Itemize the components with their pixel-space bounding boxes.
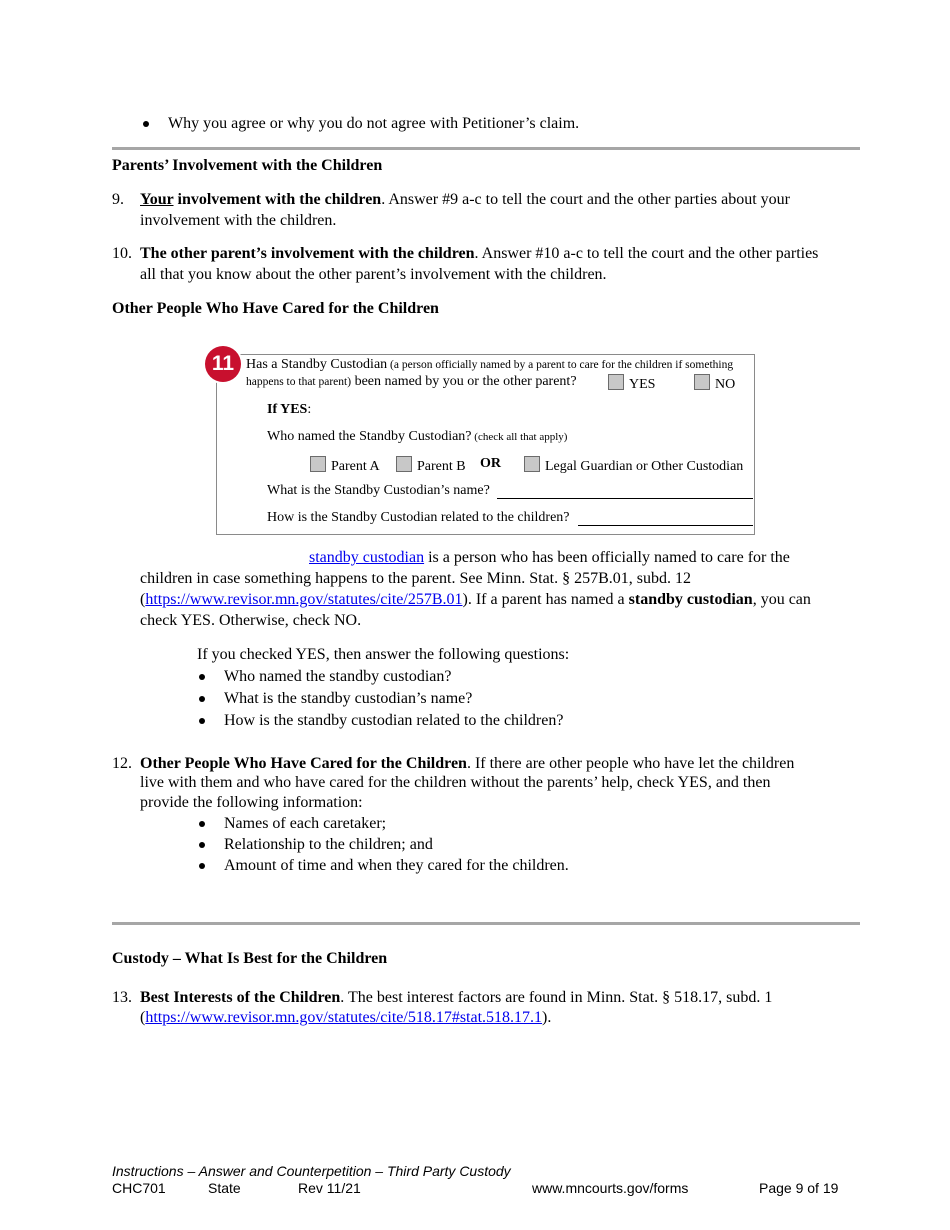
section-heading-parents-involvement: Parents’ Involvement with the Children: [112, 157, 383, 174]
item-9-line2: involvement with the children.: [140, 212, 337, 229]
bullet-marker: [199, 842, 205, 848]
item-9-text: . Answer #9 a-c to tell the court and the other parties about your: [381, 191, 790, 208]
yes-label: YES: [629, 377, 656, 392]
footer-revision: Rev 11/21: [298, 1180, 361, 1196]
item-13-line1: [140, 987, 772, 1008]
who-named-text: Who named the Standby Custodian?: [267, 429, 472, 444]
explain-line3-end: , you can: [752, 591, 811, 608]
bullet-marker: [199, 821, 205, 827]
no-option[interactable]: [694, 374, 735, 393]
form-question-paren2: happens to that parent): [246, 376, 352, 388]
section-divider: [112, 147, 860, 150]
top-bullet-text: Why you agree or why you do not agree with Petitioner’s claim.: [168, 115, 580, 132]
item-12-text: . If there are other people who have let the children: [466, 755, 795, 772]
who-named-note: (check all that apply): [471, 431, 568, 443]
custodian-name-question: What is the Standby Custodian’s name?: [267, 483, 490, 498]
list-item: What is the standby custodian’s name?: [224, 690, 473, 707]
item-10-text: . Answer #10 a-c to tell the court and the other parties: [474, 245, 819, 262]
footer-website: www.mncourts.gov/forms: [532, 1180, 689, 1196]
question-number-badge: 11: [205, 346, 241, 382]
explain-line2: children in case something happens to the parent. See Minn. Stat. § 257B.01, subd. 12: [140, 570, 692, 587]
footer-title: Instructions – Answer and Counterpetition – Third Party Custody: [112, 1163, 511, 1179]
item-12-line3: provide the following information:: [140, 794, 363, 811]
footer-jurisdiction: State: [208, 1180, 241, 1196]
item-9-number: 9.: [112, 191, 124, 208]
no-label: NO: [715, 377, 736, 392]
bullet-marker: [143, 121, 149, 127]
parent-b-option[interactable]: [396, 456, 466, 475]
item-13-number: 13.: [112, 989, 132, 1006]
parent-b-checkbox[interactable]: [396, 456, 412, 472]
item-10-number: 10.: [112, 245, 132, 262]
legal-guardian-option[interactable]: [524, 456, 743, 475]
yes-checkbox[interactable]: [608, 374, 624, 390]
item-9-title: involvement with the children: [173, 191, 382, 208]
statute-257b-link[interactable]: https://www.revisor.mn.gov/statutes/cite/257B.01: [145, 591, 463, 608]
custodian-relation-question: How is the Standby Custodian related to the children?: [267, 510, 570, 525]
explain-line1: [309, 547, 790, 568]
parent-a-option[interactable]: [310, 456, 380, 475]
if-yes-colon: :: [307, 402, 312, 417]
explain-line1-rest: is a person who has been officially named to care for the: [424, 549, 790, 566]
legal-guardian-checkbox[interactable]: [524, 456, 540, 472]
explain-line3-open: (: [140, 591, 146, 608]
item-9-line1: [140, 189, 790, 210]
item-12-line1: [140, 753, 794, 774]
list-item: Names of each caretaker;: [224, 815, 387, 832]
if-checked-yes-text: If you checked YES, then answer the following questions:: [197, 646, 570, 663]
list-item: Who named the standby custodian?: [224, 668, 452, 685]
footer-form-code: CHC701: [112, 1180, 166, 1196]
section-heading-other-people: Other People Who Have Cared for the Children: [112, 300, 439, 317]
item-13-line2: [140, 1007, 551, 1028]
item-13-close: ).: [542, 1009, 552, 1026]
section-divider: [112, 922, 860, 925]
explain-line3-mid: ). If a parent has named a: [462, 591, 629, 608]
bullet-marker: [199, 674, 205, 680]
form-question-paren1: (a person officially named by a parent to care for the children if something: [387, 359, 734, 371]
bullet-marker: [199, 718, 205, 724]
item-12-line2: live with them and who have cared for the children without the parents’ help, check YES, and then: [140, 774, 771, 791]
item-13-text: . The best interest factors are found in Minn. Stat. § 518.17, subd. 1: [340, 989, 773, 1006]
item-13-open: (: [140, 1009, 146, 1026]
custodian-relation-field[interactable]: [578, 525, 753, 526]
section-heading-custody: Custody – What Is Best for the Children: [112, 950, 388, 967]
explain-line3-bold: standby custodian: [628, 591, 753, 608]
or-label: OR: [480, 456, 501, 471]
item-12-title: Other People Who Have Cared for the Children: [140, 755, 467, 772]
legal-guardian-label: Legal Guardian or Other Custodian: [545, 459, 744, 474]
yes-option[interactable]: [608, 374, 655, 393]
statute-518-link[interactable]: https://www.revisor.mn.gov/statutes/cite/518.17#stat.518.17.1: [145, 1009, 543, 1026]
item-12-number: 12.: [112, 755, 132, 772]
form-question-rest: been named by you or the other parent?: [351, 374, 577, 389]
explain-line4: check YES. Otherwise, check NO.: [140, 612, 362, 629]
if-yes-label: [267, 402, 311, 418]
list-item: Relationship to the children; and: [224, 836, 433, 853]
item-10-line1: [140, 243, 818, 264]
if-yes-bold: If YES: [267, 402, 308, 417]
parent-b-label: Parent B: [417, 459, 466, 474]
list-item: How is the standby custodian related to the children?: [224, 712, 564, 729]
parent-a-checkbox[interactable]: [310, 456, 326, 472]
bullet-marker: [199, 696, 205, 702]
item-10-title: The other parent’s involvement with the children: [140, 245, 475, 262]
list-item: Amount of time and when they cared for the children.: [224, 857, 569, 874]
no-checkbox[interactable]: [694, 374, 710, 390]
bullet-marker: [199, 863, 205, 869]
standby-custodian-link[interactable]: standby custodian: [309, 549, 425, 566]
form-question-line1: [246, 357, 733, 373]
item-9-title-underlined: Your: [140, 191, 174, 208]
explain-line3: [140, 589, 811, 610]
item-13-title: Best Interests of the Children: [140, 989, 341, 1006]
item-10-line2: all that you know about the other parent’s involvement with the children.: [140, 266, 607, 283]
footer-page-number: Page 9 of 19: [759, 1180, 839, 1196]
form-question-line2: [246, 374, 577, 390]
custodian-name-field[interactable]: [497, 498, 753, 499]
form-question-main: Has a Standby Custodian: [246, 357, 388, 372]
who-named-question: [267, 429, 567, 445]
parent-a-label: Parent A: [331, 459, 380, 474]
